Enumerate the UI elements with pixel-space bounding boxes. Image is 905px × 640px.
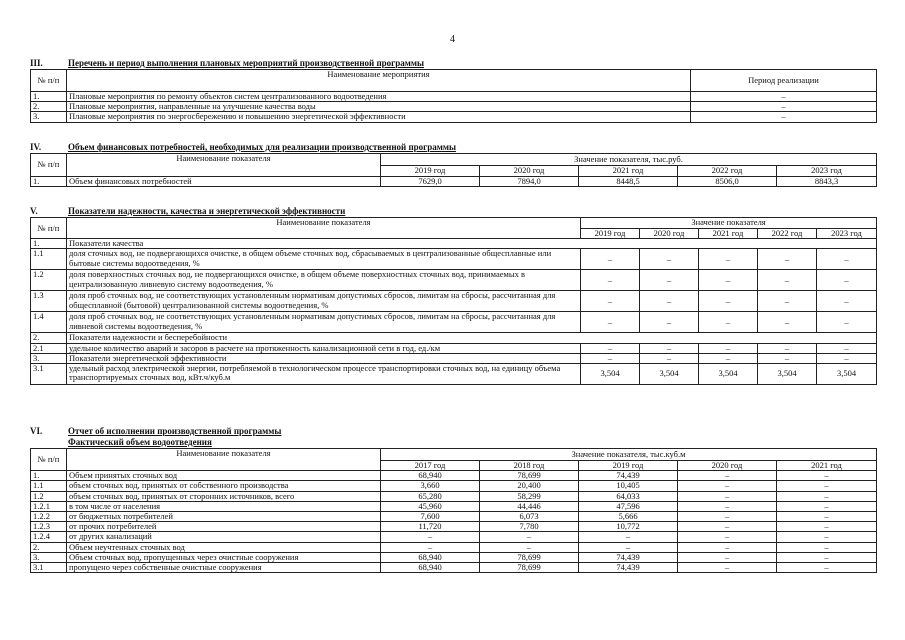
table-row: 2. Объем неучтенных сточных вод – – – – – [31,542,877,552]
table-row: 3. Плановые мероприятия по энергосбережению и повышению энергетической эффективности – [31,112,877,122]
header-num: № п/п [31,154,67,177]
table-row: 1. Объем принятых сточных вод 68,940 78,699 74,439 – – [31,471,877,481]
table-row: 2. Показатели надежности и бесперебойности [31,333,877,343]
page-number: 4 [450,34,455,45]
indicators-table: № п/п Наименование показателя Значение показателя 2019 год 2020 год 2021 год 2022 год 2023 год 1. Показатели качества 1.1 доля сточных вод, не подвергающихся очистке, в общем объеме сточных вод, сбрасываемых в централизованные общесплавные или бытовые системы водоотведения, % – – – – – 1.2 доля поверхностных сточных вод, не подвергающихся очистке, в общем объеме поверхностных сточных вод, принимаемых в централизованную ливневую систему водоотведения, % – – – – – 1.3 доля проб сточных вод, не соответствующих установленным нормативам допустимых сбросов, лимитам на сбросы, рассчитанная для общесплавной (бытовой) централизованной системы водоотведения, % – – – – – 1.4 доля проб сточных вод, не соответствующих установленным нормативам допустимых сбросов, лимитам на сбросы, рассчитанная для ливневой системы водоотведения, % – – – – – 2. Показатели надежности и бесперебойности 2.1 удельное количество аварий и засоров в расчете на протяженность канализационной сети в год, ед./км – – – – – 3. Показатели энергетической эффективности – – – – – 3.1 удельный расход электрической энергии, потребляемой в технологическом процессе транспортировки сточных вод, на единицу объема транспортируемых сточных вод, кВт.ч/куб.м 3,504 3,504 3,504 3,504 3,504 [30,217,877,385]
section-5 [30,206,876,385]
header-period: Период реализации [691,70,877,92]
table-row: 1.2 объем сточных вод, принятых от сторонних источников, всего 65,280 58,299 64,033 – – [31,491,877,501]
table-row: 1.2.2 от бюджетных потребителей 7,600 6,073 5,666 – – [31,512,877,522]
table-row: 1.3 доля проб сточных вод, не соответствующих установленным нормативам допустимых сбросов, лимитам на сбросы, рассчитанная для общесплавной (бытовой) централизованной системы водоотведения, % – – – – – [31,291,877,312]
table-row: 3.1 удельный расход электрической энергии, потребляемой в технологическом процессе транспортировки сточных вод, на единицу объема транспортируемых сточных вод, кВт.ч/куб.м 3,504 3,504 3,504 3,504 3,504 [31,364,877,385]
header-value: Значение показателя, тыс.куб.м [381,449,877,461]
section-6-subtitle: Фактический объем водоотведения [68,437,212,447]
table-row: 1.2 доля поверхностных сточных вод, не подвергающихся очистке, в общем объеме поверхностных сточных вод, принимаемых в централизованную ливневую систему водоотведения, % – – – – – [31,270,877,291]
section-4-title: IV. Объем финансовых потребностей, необходимых для реализации производственной программы [30,142,457,152]
header-name: Наименование мероприятия [67,70,691,92]
section-6 [30,426,876,573]
table-row: 3. Объем сточных вод, пропущенных через очистные сооружения 68,940 78,699 74,439 – – [31,552,877,562]
table-row: 1.2.4 от других канализаций – – – – – [31,532,877,542]
table-row: 3. Показатели энергетической эффективности – – – – – [31,353,877,363]
section-6-title: VI. Отчет об исполнении производственной программы [30,426,282,436]
table-row: 1.2.1 в том числе от населения 45,960 44,446 47,596 – – [31,501,877,511]
table-row: 3.1 пропущено через собственные очистные сооружения 68,940 78,699 74,439 – – [31,563,877,573]
table-row: 1. Объем финансовых потребностей 7629,0 7894,0 8448,5 8506,0 8843,3 [31,177,877,187]
table-row: 1.2.3 от прочих потребителей 11,720 7,780 10,772 – – [31,522,877,532]
table-row: 2.1 удельное количество аварий и засоров в расчете на протяженность канализационной сети в год, ед./км – – – – – [31,343,877,353]
header-num: № п/п [31,70,67,92]
section-5-title: V. Показатели надежности, качества и энергетической эффективности [30,206,346,216]
table-row: 1.4 доля проб сточных вод, не соответствующих установленным нормативам допустимых сбросов, лимитам на сбросы, рассчитанная для ливневой системы водоотведения, % – – – – – [31,312,877,333]
header-num: № п/п [31,218,67,239]
header-value: Значение показателя [581,218,877,229]
section-3 [30,58,876,123]
report-table: № п/п Наименование показателя Значение показателя, тыс.куб.м 2017 год 2018 год 2019 год 2020 год 2021 год 1. Объем принятых сточных вод 68,940 78,699 74,439 – – 1.1 объем сточных вод, принятых от собственного производства 3,660 20,400 10,405 – – 1.2 объем сточных вод, принятых от сторонних источников, всего 65,280 58,299 64,033 – – 1.2.1 в том числе от населения 45,960 44,446 47,596 – – 1.2.2 от бюджетных потребителей 7,600 6,073 5,666 – – 1.2.3 от прочих потребителей 11,720 7,780 10,772 – – 1.2.4 от других канализаций – – – – – 2. Объем неучтенных сточных вод – – – – – 3. Объем сточных вод, пропущенных через очистные сооружения 68,940 78,699 74,439 – – 3.1 пропущено через собственные очистные сооружения 68,940 78,699 74,439 – – [30,448,877,573]
activities-table [30,69,877,123]
table-row: 1. Показатели качества [31,239,877,249]
table-row: 2. Плановые мероприятия, направленные на улучшение качества воды – [31,102,877,112]
section-3-title: III. Перечень и период выполнения плановых мероприятий производственной программы [30,58,425,68]
header-name: Наименование показателя [67,449,381,471]
header-value: Значение показателя, тыс.руб. [381,154,877,166]
table-row: 1.1 доля сточных вод, не подвергающихся очистке, в общем объеме сточных вод, сбрасываемых в централизованные общесплавные или бытовые системы водоотведения, % – – – – – [31,249,877,270]
table-row: 1.1 объем сточных вод, принятых от собственного производства 3,660 20,400 10,405 – – [31,481,877,491]
section-4 [30,142,876,187]
header-name: Наименование показателя [67,154,381,177]
table-row: 1. Плановые мероприятия по ремонту объектов систем централизованного водоотведения – [31,92,877,102]
finance-table: № п/п Наименование показателя Значение показателя, тыс.руб. 2019 год 2020 год 2021 год 2022 год 2023 год 1. Объем финансовых потребностей 7629,0 7894,0 8448,5 8506,0 8843,3 [30,153,877,187]
header-num: № п/п [31,449,67,471]
header-name: Наименование показателя [67,218,581,239]
